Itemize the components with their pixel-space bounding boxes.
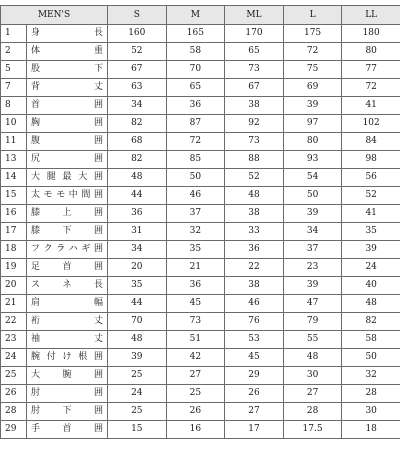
value-cell-s: 48: [108, 331, 167, 349]
measurement-label: [27, 133, 108, 151]
value-cell-m: 73: [166, 313, 225, 331]
value-cell-m: 85: [166, 151, 225, 169]
value-cell-l: 27: [283, 385, 342, 403]
row-number: 23: [1, 331, 27, 349]
value-cell-ll: 56: [342, 169, 400, 187]
table-row: [1, 385, 400, 403]
value-cell-ll: 24: [342, 259, 400, 277]
table-row: [1, 277, 400, 295]
value-cell-ll: 102: [342, 115, 400, 133]
value-cell-ml: 73: [225, 61, 284, 79]
value-cell-s: 34: [108, 241, 167, 259]
row-number: 10: [1, 115, 27, 133]
table-row: [1, 97, 400, 115]
measurement-label-text: 足 首 囲: [31, 262, 103, 272]
measurement-label-text: 肩 幅: [31, 298, 103, 308]
measurement-label: [27, 43, 108, 61]
measurement-label-text: 背 丈: [31, 82, 103, 92]
measurement-label: [27, 259, 108, 277]
measurement-label-text: 腹 囲: [31, 136, 103, 146]
value-cell-l: 28: [283, 403, 342, 421]
value-cell-l: 47: [283, 295, 342, 313]
measurement-label-text: 肘 下 囲: [31, 406, 103, 416]
value-cell-ml: 38: [225, 277, 284, 295]
value-cell-m: 21: [166, 259, 225, 277]
value-cell-ll: 41: [342, 97, 400, 115]
measurement-label-text: 袖 丈: [31, 334, 103, 344]
table-row: [1, 241, 400, 259]
value-cell-l: 17.5: [283, 421, 342, 439]
value-cell-ml: 36: [225, 241, 284, 259]
value-cell-ll: 84: [342, 133, 400, 151]
value-cell-l: 80: [283, 133, 342, 151]
measurement-label: [27, 385, 108, 403]
value-cell-l: 75: [283, 61, 342, 79]
value-cell-s: 25: [108, 403, 167, 421]
value-cell-l: 79: [283, 313, 342, 331]
measurement-label-text: 肘 囲: [31, 388, 103, 398]
row-number: 1: [1, 25, 27, 43]
value-cell-s: 82: [108, 115, 167, 133]
value-cell-m: 51: [166, 331, 225, 349]
value-cell-l: 175: [283, 25, 342, 43]
value-cell-l: 39: [283, 97, 342, 115]
measurement-label: [27, 295, 108, 313]
measurement-label-text: フ ク ラ ハ ギ 囲: [31, 244, 103, 254]
table-row: [1, 403, 400, 421]
value-cell-m: 25: [166, 385, 225, 403]
value-cell-ml: 76: [225, 313, 284, 331]
value-cell-ml: 65: [225, 43, 284, 61]
value-cell-s: 63: [108, 79, 167, 97]
table-row: [1, 43, 400, 61]
value-cell-ll: 82: [342, 313, 400, 331]
measurement-label-text: 尻 囲: [31, 154, 103, 164]
value-cell-s: 160: [108, 25, 167, 43]
value-cell-s: 70: [108, 313, 167, 331]
table-row: [1, 79, 400, 97]
table-row: [1, 421, 400, 439]
value-cell-m: 65: [166, 79, 225, 97]
value-cell-l: 93: [283, 151, 342, 169]
measurement-label-text: 太 モ モ 中 間 囲: [31, 190, 103, 200]
value-cell-s: 39: [108, 349, 167, 367]
value-cell-l: 39: [283, 205, 342, 223]
value-cell-ll: 40: [342, 277, 400, 295]
value-cell-ml: 27: [225, 403, 284, 421]
row-number: 24: [1, 349, 27, 367]
measurement-label: [27, 25, 108, 43]
value-cell-ll: 72: [342, 79, 400, 97]
header-size-l: L: [283, 6, 342, 25]
table-row: [1, 331, 400, 349]
value-cell-ll: 39: [342, 241, 400, 259]
row-number: 14: [1, 169, 27, 187]
row-number: 17: [1, 223, 27, 241]
measurement-label-text: 首 囲: [31, 100, 103, 110]
value-cell-ll: 80: [342, 43, 400, 61]
header-size-ll: LL: [342, 6, 400, 25]
value-cell-m: 32: [166, 223, 225, 241]
value-cell-m: 16: [166, 421, 225, 439]
value-cell-l: 34: [283, 223, 342, 241]
value-cell-m: 72: [166, 133, 225, 151]
value-cell-ml: 33: [225, 223, 284, 241]
value-cell-m: 58: [166, 43, 225, 61]
value-cell-ml: 170: [225, 25, 284, 43]
table-row: [1, 295, 400, 313]
value-cell-l: 30: [283, 367, 342, 385]
value-cell-s: 34: [108, 97, 167, 115]
value-cell-m: 45: [166, 295, 225, 313]
measurement-label-text: 手 首 囲: [31, 424, 103, 434]
value-cell-s: 44: [108, 295, 167, 313]
header-size-ml: ML: [225, 6, 284, 25]
measurement-label-text: 胸 囲: [31, 118, 103, 128]
row-number: 28: [1, 403, 27, 421]
measurement-label-text: 膝 下 囲: [31, 226, 103, 236]
mens-size-chart: [0, 5, 400, 439]
value-cell-l: 55: [283, 331, 342, 349]
table-row: [1, 169, 400, 187]
value-cell-m: 26: [166, 403, 225, 421]
value-cell-ll: 52: [342, 187, 400, 205]
value-cell-ml: 26: [225, 385, 284, 403]
table-row: [1, 313, 400, 331]
measurement-label: [27, 331, 108, 349]
value-cell-ll: 48: [342, 295, 400, 313]
value-cell-s: 24: [108, 385, 167, 403]
value-cell-ll: 50: [342, 349, 400, 367]
value-cell-ml: 46: [225, 295, 284, 313]
value-cell-ll: 77: [342, 61, 400, 79]
row-number: 15: [1, 187, 27, 205]
value-cell-s: 31: [108, 223, 167, 241]
value-cell-ml: 17: [225, 421, 284, 439]
value-cell-s: 25: [108, 367, 167, 385]
value-cell-ll: 180: [342, 25, 400, 43]
table-row: [1, 223, 400, 241]
row-number: 8: [1, 97, 27, 115]
measurement-label: [27, 241, 108, 259]
table-row: [1, 205, 400, 223]
value-cell-ml: 52: [225, 169, 284, 187]
measurement-label-text: 裄 丈: [31, 316, 103, 326]
row-number: 11: [1, 133, 27, 151]
table-row: [1, 187, 400, 205]
header-size-m: M: [166, 6, 225, 25]
value-cell-ll: 35: [342, 223, 400, 241]
row-number: 19: [1, 259, 27, 277]
table-row: [1, 61, 400, 79]
value-cell-ml: 53: [225, 331, 284, 349]
value-cell-ll: 32: [342, 367, 400, 385]
measurement-label: [27, 97, 108, 115]
row-number: 20: [1, 277, 27, 295]
value-cell-l: 48: [283, 349, 342, 367]
value-cell-m: 165: [166, 25, 225, 43]
value-cell-m: 36: [166, 97, 225, 115]
measurement-label: [27, 277, 108, 295]
row-number: 29: [1, 421, 27, 439]
row-number: 7: [1, 79, 27, 97]
value-cell-ml: 45: [225, 349, 284, 367]
value-cell-m: 50: [166, 169, 225, 187]
measurement-label-text: 大 腕 囲: [31, 370, 103, 380]
value-cell-m: 87: [166, 115, 225, 133]
value-cell-l: 69: [283, 79, 342, 97]
value-cell-m: 42: [166, 349, 225, 367]
size-chart-body: [1, 25, 400, 439]
row-number: 25: [1, 367, 27, 385]
row-number: 26: [1, 385, 27, 403]
value-cell-s: 20: [108, 259, 167, 277]
value-cell-m: 46: [166, 187, 225, 205]
measurement-label: [27, 79, 108, 97]
measurement-label: [27, 169, 108, 187]
value-cell-s: 44: [108, 187, 167, 205]
measurement-label: [27, 151, 108, 169]
value-cell-l: 54: [283, 169, 342, 187]
value-cell-l: 37: [283, 241, 342, 259]
table-row: [1, 25, 400, 43]
value-cell-s: 48: [108, 169, 167, 187]
measurement-label: [27, 313, 108, 331]
measurement-label-text: 腕 付 け 根 囲: [31, 352, 103, 362]
value-cell-l: 39: [283, 277, 342, 295]
measurement-label-text: 身 長: [31, 28, 103, 38]
table-row: [1, 367, 400, 385]
measurement-label: [27, 421, 108, 439]
value-cell-s: 82: [108, 151, 167, 169]
table-row: [1, 133, 400, 151]
value-cell-ml: 29: [225, 367, 284, 385]
header-size-s: S: [108, 6, 167, 25]
value-cell-s: 36: [108, 205, 167, 223]
measurement-label: [27, 403, 108, 421]
measurement-label-text: 大 腿 最 大 囲: [31, 172, 103, 182]
table-row: [1, 115, 400, 133]
value-cell-m: 36: [166, 277, 225, 295]
value-cell-s: 68: [108, 133, 167, 151]
value-cell-s: 67: [108, 61, 167, 79]
measurement-label: [27, 349, 108, 367]
size-chart-header: [1, 6, 400, 25]
header-category: MEN'S: [1, 6, 108, 25]
value-cell-ml: 38: [225, 97, 284, 115]
value-cell-l: 97: [283, 115, 342, 133]
value-cell-l: 23: [283, 259, 342, 277]
measurement-label-text: ス ネ 長: [31, 280, 103, 290]
value-cell-m: 70: [166, 61, 225, 79]
value-cell-m: 27: [166, 367, 225, 385]
row-number: 13: [1, 151, 27, 169]
row-number: 18: [1, 241, 27, 259]
value-cell-s: 35: [108, 277, 167, 295]
row-number: 16: [1, 205, 27, 223]
table-row: [1, 259, 400, 277]
measurement-label: [27, 205, 108, 223]
header-row: [1, 6, 400, 25]
value-cell-ml: 92: [225, 115, 284, 133]
measurement-label: [27, 367, 108, 385]
value-cell-s: 52: [108, 43, 167, 61]
value-cell-s: 15: [108, 421, 167, 439]
measurement-label: [27, 187, 108, 205]
row-number: 21: [1, 295, 27, 313]
value-cell-ml: 22: [225, 259, 284, 277]
row-number: 22: [1, 313, 27, 331]
value-cell-m: 35: [166, 241, 225, 259]
measurement-label-text: 股 下: [31, 64, 103, 74]
value-cell-ll: 41: [342, 205, 400, 223]
value-cell-ml: 88: [225, 151, 284, 169]
row-number: 5: [1, 61, 27, 79]
value-cell-l: 50: [283, 187, 342, 205]
measurement-label: [27, 115, 108, 133]
measurement-label-text: 膝 上 囲: [31, 208, 103, 218]
table-row: [1, 349, 400, 367]
value-cell-ml: 67: [225, 79, 284, 97]
value-cell-l: 72: [283, 43, 342, 61]
measurement-label: [27, 61, 108, 79]
table-row: [1, 151, 400, 169]
value-cell-ll: 18: [342, 421, 400, 439]
value-cell-m: 37: [166, 205, 225, 223]
value-cell-ml: 38: [225, 205, 284, 223]
value-cell-ll: 58: [342, 331, 400, 349]
value-cell-ml: 48: [225, 187, 284, 205]
value-cell-ll: 28: [342, 385, 400, 403]
value-cell-ll: 98: [342, 151, 400, 169]
measurement-label: [27, 223, 108, 241]
value-cell-ll: 30: [342, 403, 400, 421]
value-cell-ml: 73: [225, 133, 284, 151]
row-number: 2: [1, 43, 27, 61]
measurement-label-text: 体 重: [31, 46, 103, 56]
